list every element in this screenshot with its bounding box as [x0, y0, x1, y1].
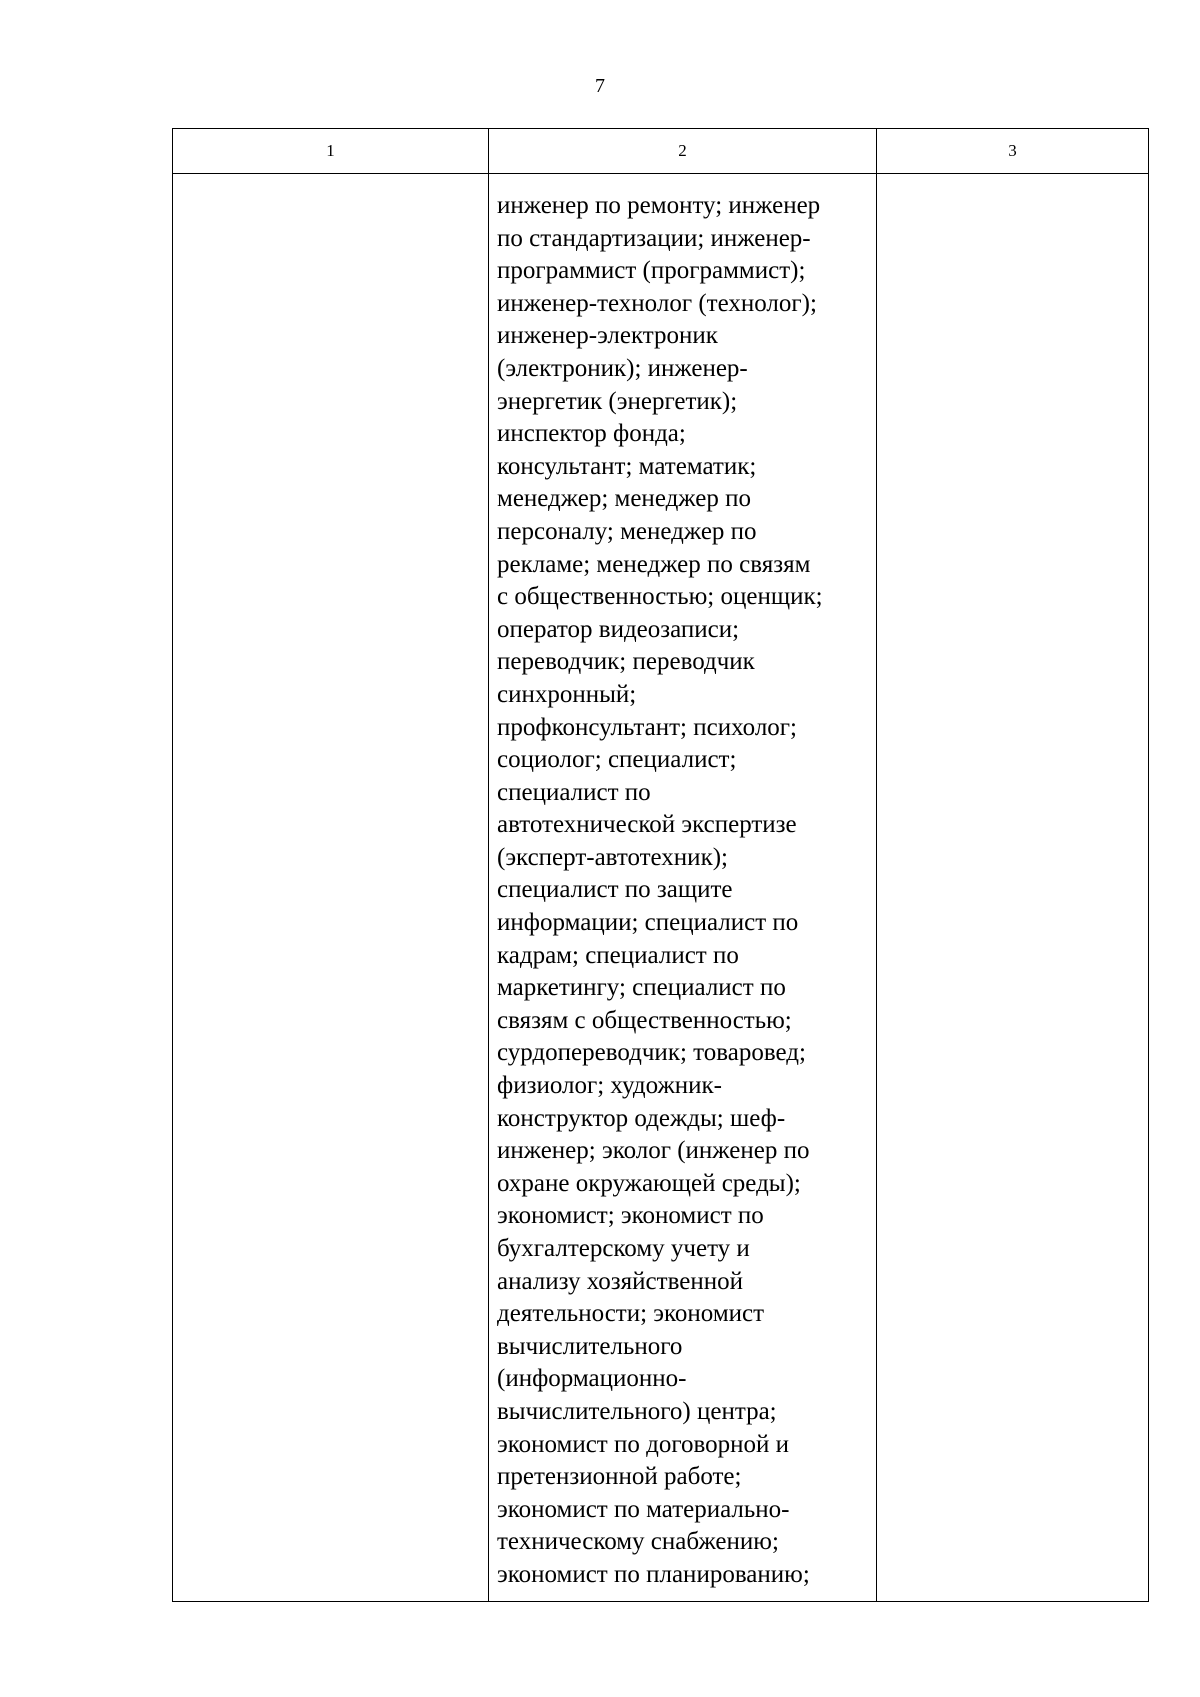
- occupation-line: анализу хозяйственной: [497, 1267, 743, 1295]
- occupation-line: инженер; эколог (инженер по: [497, 1137, 810, 1165]
- occupation-line: оператор видеозаписи;: [497, 615, 740, 643]
- occupation-line: рекламе; менеджер по связям: [497, 550, 811, 578]
- occupation-line: экономист по договорной и: [497, 1430, 789, 1458]
- occupation-line: автотехнической экспертизе: [497, 811, 797, 839]
- cell-column-3-text: [877, 174, 1148, 190]
- occupation-line: инженер по ремонту; инженер: [497, 192, 821, 219]
- cell-column-1-text: [173, 174, 488, 190]
- occupation-line: кадрам; специалист по: [497, 941, 739, 969]
- occupation-line: специалист по: [497, 778, 651, 806]
- occupation-line: консультант; математик;: [497, 452, 757, 480]
- occupation-line: претензионной работе;: [497, 1463, 742, 1491]
- occupation-line: персоналу; менеджер по: [497, 517, 757, 545]
- occupation-line: маркетингу; специалист по: [497, 974, 786, 1002]
- occupations-table: [172, 128, 1149, 1602]
- table-row: [173, 174, 1149, 1602]
- occupation-line: программист (программист);: [497, 257, 806, 285]
- occupation-line: вычислительного) центра;: [497, 1397, 777, 1425]
- occupation-line: энергетик (энергетик);: [497, 387, 738, 415]
- occupation-line: синхронный;: [497, 680, 637, 708]
- occupation-line: профконсультант; психолог;: [497, 713, 797, 741]
- occupation-line: бухгалтерскому учету и: [497, 1235, 750, 1262]
- cell-column-1: [173, 174, 489, 1602]
- column-header-1: 1: [173, 129, 489, 174]
- cell-column-3: [877, 174, 1149, 1602]
- occupations-list: [489, 174, 876, 1592]
- occupation-line: инспектор фонда;: [497, 420, 686, 448]
- occupation-line: экономист по планированию;: [497, 1560, 810, 1588]
- column-header-2: 2: [489, 129, 877, 174]
- occupation-line: менеджер; менеджер по: [497, 485, 751, 513]
- occupation-line: информации; специалист по: [497, 909, 799, 937]
- occupation-line: вычислительного: [497, 1332, 683, 1360]
- occupation-line: переводчик; переводчик: [497, 648, 755, 676]
- occupation-line: по стандартизации; инженер-: [497, 224, 811, 252]
- occupation-line: с общественностью; оценщик;: [497, 583, 823, 611]
- occupation-line: специалист по защите: [497, 876, 733, 904]
- occupation-line: (информационно-: [497, 1365, 687, 1393]
- occupation-line: связям с общественностью;: [497, 1006, 792, 1034]
- occupation-line: экономист по материально-: [497, 1495, 790, 1523]
- occupation-line: деятельности; экономист: [497, 1300, 765, 1328]
- occupation-line: инженер-электроник: [497, 322, 718, 350]
- occupation-line: физиолог; художник-: [497, 1072, 722, 1100]
- occupation-line: (эксперт-автотехник);: [497, 843, 728, 871]
- occupation-line: охране окружающей среды);: [497, 1169, 801, 1197]
- occupation-line: инженер-технолог (технолог);: [497, 289, 817, 317]
- occupation-line: техническому снабжению;: [497, 1528, 779, 1556]
- cell-column-2: [489, 174, 877, 1602]
- occupation-line: социолог; специалист;: [497, 746, 737, 774]
- occupation-line: конструктор одежды; шеф-: [497, 1104, 786, 1132]
- occupation-line: (электроник); инженер-: [497, 354, 748, 382]
- occupation-line: экономист; экономист по: [497, 1202, 764, 1230]
- column-header-3: 3: [877, 129, 1149, 174]
- page-number: 7: [595, 75, 605, 97]
- table-header-row: [173, 129, 1149, 174]
- occupation-line: сурдопереводчик; товаровед;: [497, 1039, 806, 1067]
